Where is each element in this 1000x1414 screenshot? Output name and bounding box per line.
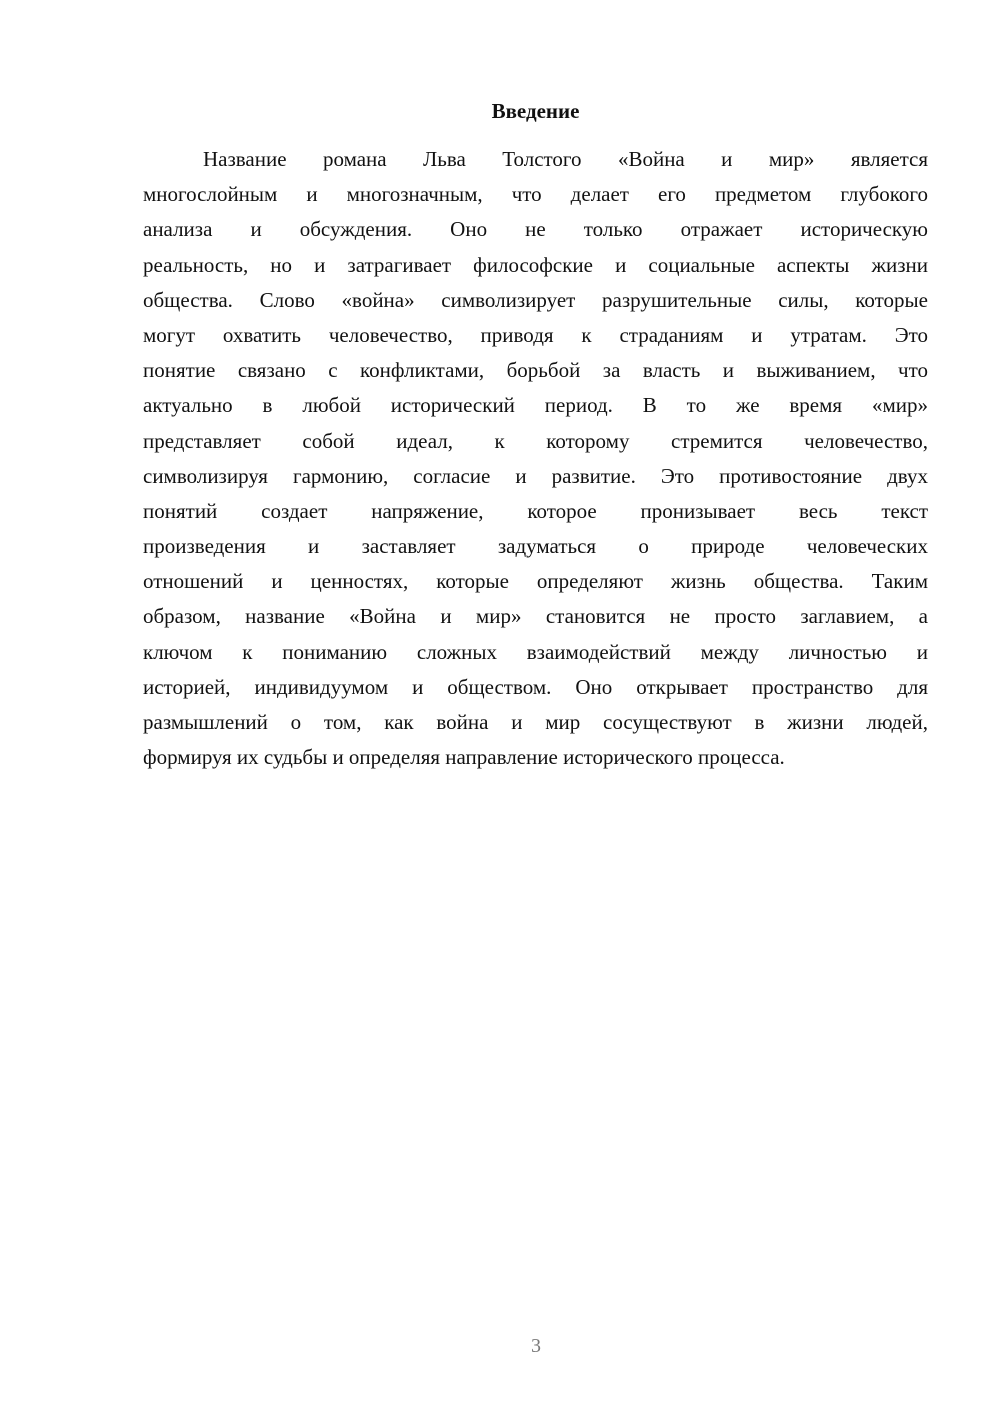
paragraph-line: Название романа Льва Толстого «Война и мир» является xyxy=(203,147,928,171)
paragraph-line: ключом к пониманию сложных взаимодействий между личностью и xyxy=(143,639,928,664)
paragraph-line: реальность, но и затрагивает философские и социальные аспекты жизни xyxy=(143,252,928,277)
section-heading: Введение xyxy=(491,99,580,123)
paragraph-line: актуально в любой исторический период. В то же время «мир» xyxy=(143,393,928,418)
paragraph-line: образом, название «Война и мир» становится не просто заглавием, а xyxy=(143,604,928,629)
paragraph-line: формируя их судьбы и определяя направление исторического процесса. xyxy=(143,745,785,770)
paragraph-line: размышлений о том, как война и мир сосуществуют в жизни людей, xyxy=(143,710,928,734)
page-number: 3 xyxy=(531,1335,541,1357)
paragraph-line: могут охватить человечество, приводя к страданиям и утратам. Это xyxy=(143,322,928,347)
body-paragraph xyxy=(143,142,928,775)
paragraph-line: многослойным и многозначным, что делает его предметом глубокого xyxy=(143,182,928,207)
paragraph-line: общества. Слово «война» символизирует разрушительные силы, которые xyxy=(143,287,928,312)
paragraph-line: отношений и ценностях, которые определяют жизнь общества. Таким xyxy=(143,569,928,594)
paragraph-line: понятий создает напряжение, которое пронизывает весь текст xyxy=(143,498,928,523)
paragraph-line: произведения и заставляет задуматься о природе человеческих xyxy=(143,534,928,559)
paragraph-line: символизируя гармонию, согласие и развитие. Это противостояние двух xyxy=(143,463,928,488)
paragraph-line: историей, индивидуумом и обществом. Оно открывает пространство для xyxy=(143,674,928,699)
paragraph-line: представляет собой идеал, к которому стремится человечество, xyxy=(143,428,928,453)
paragraph-line: понятие связано с конфликтами, борьбой за власть и выживанием, что xyxy=(143,358,928,383)
paragraph-line: анализа и обсуждения. Оно не только отражает историческую xyxy=(143,217,928,242)
